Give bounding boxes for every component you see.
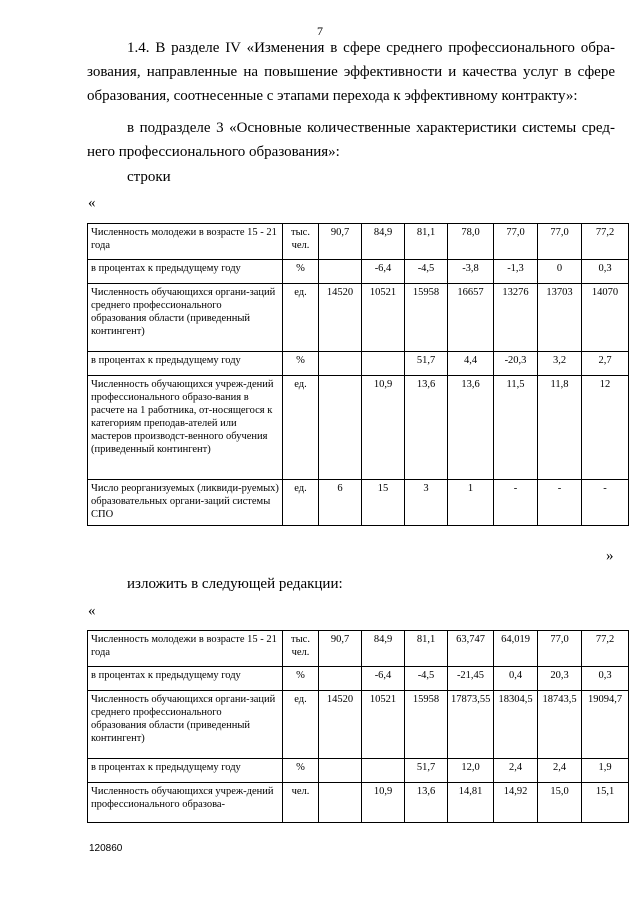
value-cell: 12	[582, 376, 629, 480]
value-cell: 77,2	[582, 631, 629, 667]
value-cell: 78,0	[448, 224, 494, 260]
value-cell: -	[582, 480, 629, 526]
value-cell: 63,747	[448, 631, 494, 667]
value-cell: -4,5	[405, 667, 448, 691]
new-indicators-table	[87, 630, 629, 823]
value-cell: 81,1	[405, 631, 448, 667]
unit-cell: тыс. чел.	[283, 224, 319, 260]
value-cell: 14,81	[448, 783, 494, 823]
table-row	[88, 667, 629, 691]
table-row	[88, 224, 629, 260]
value-cell: 0,3	[582, 260, 629, 284]
document-code: 120860	[89, 843, 123, 854]
unit-cell: тыс. чел.	[283, 631, 319, 667]
subsection-line: него профессионального образования»:	[87, 144, 340, 160]
unit-cell: %	[283, 667, 319, 691]
value-cell: -6,4	[362, 260, 405, 284]
value-cell: 51,7	[405, 352, 448, 376]
value-cell: 16657	[448, 284, 494, 352]
value-cell: 13276	[494, 284, 538, 352]
value-cell: 0,3	[582, 667, 629, 691]
value-cell: 84,9	[362, 631, 405, 667]
value-cell: -3,8	[448, 260, 494, 284]
value-cell: 13703	[538, 284, 582, 352]
value-cell: 15,0	[538, 783, 582, 823]
indicator-label: Численность обучающихся органи-заций среднего профессионального образования области (приведенный контингент)	[88, 691, 283, 759]
unit-cell: ед.	[283, 480, 319, 526]
value-cell: 12,0	[448, 759, 494, 783]
unit-cell: ед.	[283, 284, 319, 352]
unit-cell: %	[283, 759, 319, 783]
value-cell	[319, 376, 362, 480]
table-row	[88, 480, 629, 526]
value-cell: 10521	[362, 691, 405, 759]
new-edition-text: изложить в следующей редакции:	[127, 576, 343, 592]
value-cell: 81,1	[405, 224, 448, 260]
value-cell: 90,7	[319, 631, 362, 667]
intro-line: 1.4. В разделе IV «Изменения в сфере среднего профессионального обра-	[127, 40, 615, 56]
value-cell	[319, 759, 362, 783]
unit-cell: чел.	[283, 783, 319, 823]
table-row	[88, 783, 629, 823]
value-cell: -4,5	[405, 260, 448, 284]
subsection-line: в подразделе 3 «Основные количественные характеристики системы сред-	[127, 120, 615, 136]
value-cell: 14520	[319, 691, 362, 759]
value-cell: 17873,55	[448, 691, 494, 759]
indicator-label: Численность обучающихся органи-заций среднего профессионального образования области (приведенный контингент)	[88, 284, 283, 352]
indicator-label: в процентах к предыдущему году	[88, 260, 283, 284]
value-cell: 3,2	[538, 352, 582, 376]
table-row	[88, 759, 629, 783]
value-cell: 2,4	[494, 759, 538, 783]
value-cell: 2,4	[538, 759, 582, 783]
value-cell: 11,5	[494, 376, 538, 480]
indicator-label: Число реорганизуемых (ликвиди-руемых) образовательных органи-заций системы СПО	[88, 480, 283, 526]
table-row	[88, 352, 629, 376]
opening-quote: «	[88, 603, 96, 619]
closing-quote: »	[606, 548, 614, 564]
value-cell: 14070	[582, 284, 629, 352]
table-row	[88, 376, 629, 480]
value-cell: 84,9	[362, 224, 405, 260]
value-cell: 10521	[362, 284, 405, 352]
value-cell: 14,92	[494, 783, 538, 823]
value-cell: 15958	[405, 691, 448, 759]
value-cell: -6,4	[362, 667, 405, 691]
value-cell	[362, 759, 405, 783]
value-cell	[319, 352, 362, 376]
value-cell: 19094,7	[582, 691, 629, 759]
value-cell: 10,9	[362, 376, 405, 480]
value-cell: 6	[319, 480, 362, 526]
value-cell: 77,0	[538, 631, 582, 667]
value-cell	[319, 260, 362, 284]
value-cell: 13,6	[405, 783, 448, 823]
value-cell	[319, 783, 362, 823]
table-row	[88, 284, 629, 352]
indicator-label: в процентах к предыдущему году	[88, 759, 283, 783]
intro-line: зования, направленные на повышение эффективности и качества услуг в сфере	[87, 64, 615, 80]
table-row	[88, 631, 629, 667]
unit-cell: %	[283, 352, 319, 376]
value-cell: 0	[538, 260, 582, 284]
value-cell: 15958	[405, 284, 448, 352]
rows-word: строки	[127, 169, 171, 185]
value-cell: 18304,5	[494, 691, 538, 759]
subsection-paragraph	[87, 116, 615, 164]
value-cell: 51,7	[405, 759, 448, 783]
value-cell: 13,6	[405, 376, 448, 480]
value-cell: 20,3	[538, 667, 582, 691]
value-cell: 77,2	[582, 224, 629, 260]
indicator-label: Численность молодежи в возрасте 15 - 21 года	[88, 631, 283, 667]
value-cell: -	[494, 480, 538, 526]
value-cell: -21,45	[448, 667, 494, 691]
indicator-label: в процентах к предыдущему году	[88, 352, 283, 376]
value-cell: 1	[448, 480, 494, 526]
old-indicators-table	[87, 223, 629, 526]
indicator-label: в процентах к предыдущему году	[88, 667, 283, 691]
unit-cell: %	[283, 260, 319, 284]
value-cell: 15,1	[582, 783, 629, 823]
value-cell: 77,0	[494, 224, 538, 260]
value-cell	[362, 352, 405, 376]
value-cell: -1,3	[494, 260, 538, 284]
value-cell: -	[538, 480, 582, 526]
value-cell: 90,7	[319, 224, 362, 260]
value-cell: -20,3	[494, 352, 538, 376]
intro-line: образования, соотнесенные с этапами перехода к эффективному контракту»:	[87, 88, 578, 104]
page-number: 7	[317, 24, 323, 38]
value-cell: 13,6	[448, 376, 494, 480]
value-cell: 14520	[319, 284, 362, 352]
value-cell: 2,7	[582, 352, 629, 376]
value-cell: 11,8	[538, 376, 582, 480]
table-row	[88, 260, 629, 284]
value-cell: 10,9	[362, 783, 405, 823]
intro-paragraph	[87, 36, 615, 108]
value-cell: 0,4	[494, 667, 538, 691]
value-cell: 3	[405, 480, 448, 526]
value-cell: 64,019	[494, 631, 538, 667]
table-row	[88, 691, 629, 759]
old-table-body	[88, 224, 629, 526]
opening-quote: «	[88, 195, 96, 211]
indicator-label: Численность обучающихся учреж-дений профессионального образова-	[88, 783, 283, 823]
value-cell: 18743,5	[538, 691, 582, 759]
value-cell: 77,0	[538, 224, 582, 260]
new-table-body	[88, 631, 629, 823]
unit-cell: ед.	[283, 691, 319, 759]
indicator-label: Численность молодежи в возрасте 15 - 21 года	[88, 224, 283, 260]
value-cell	[319, 667, 362, 691]
value-cell: 15	[362, 480, 405, 526]
value-cell: 4,4	[448, 352, 494, 376]
indicator-label: Численность обучающихся учреж-дений профессионального образо-вания в расчете на 1 работника, от-носящегося к категориям преподав-ателей или мастеров производст-венного обучения (приведенный контингент)	[88, 376, 283, 480]
unit-cell: ед.	[283, 376, 319, 480]
value-cell: 1,9	[582, 759, 629, 783]
